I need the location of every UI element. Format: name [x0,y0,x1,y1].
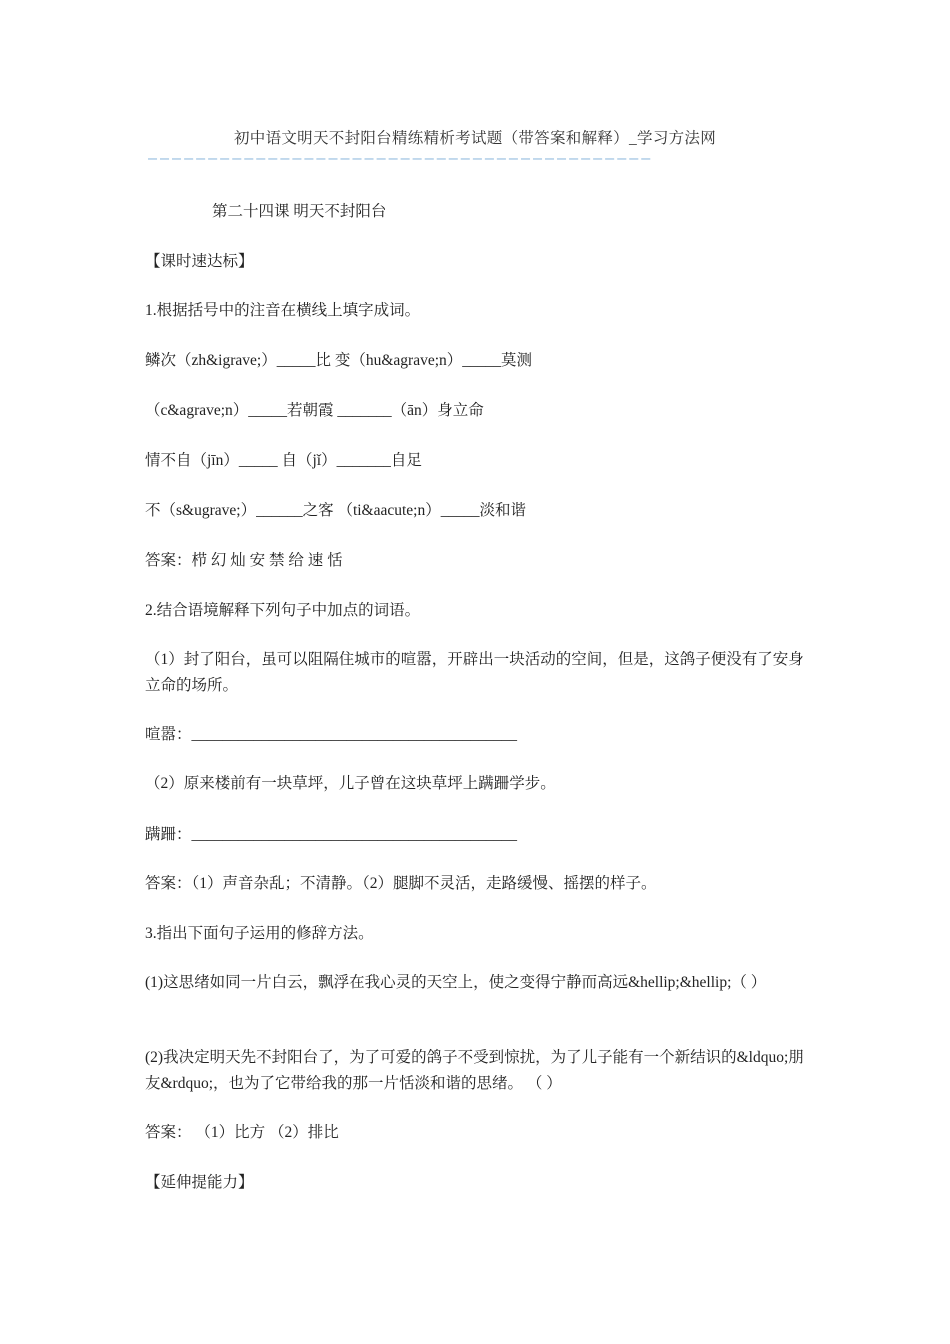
section-heading-quick: 【课时速达标】 [145,253,254,270]
question-2-prompt: 2.结合语境解释下列句子中加点的词语。 [145,602,421,619]
question-2-sentence-2: （2）原来楼前有一块草坪，儿子曾在这块草坪上蹒跚学步。 [145,775,556,792]
question-2-blank-1: 喧嚣：__________________________________________ [145,726,518,743]
question-2-answer: 答案：（1）声音杂乱；不清静。（2）腿脚不灵活，走路缓慢、摇摆的样子。 [145,875,657,892]
question-3-prompt: 3.指出下面句子运用的修辞方法。 [145,925,374,942]
question-1-row-3: 情不自（jīn）_____ 自（jǐ）_______自足 [145,452,422,469]
section-heading-extend: 【延伸提能力】 [145,1174,254,1191]
title-divider: —————————————————————————————————————————— [148,149,654,167]
question-1-row-4: 不（s&ugrave;）______之客 （ti&aacute;n）_____淡和谐 [145,502,526,519]
question-1-row-2: （c&agrave;n）_____若朝霞 _______（ān）身立命 [145,402,484,419]
question-2-blank-2: 蹒跚：__________________________________________ [145,826,518,843]
question-1-prompt: 1.根据括号中的注音在横线上填字成词。 [145,302,421,319]
lesson-title: 第二十四课 明天不封阳台 [212,203,387,220]
question-2-sentence-1: （1）封了阳台，虽可以阻隔住城市的喧嚣，开辟出一块活动的空间，但是，这鸽子便没有了安身立命的场所。 [145,651,804,694]
document-title: 初中语文明天不封阳台精练精析考试题（带答案和解释）_学习方法网 [233,130,717,147]
question-1-answer: 答案：栉 幻 灿 安 禁 给 速 恬 [145,552,343,569]
question-1-row-1: 鳞次（zh&igrave;）_____比 变（hu&agrave;n）_____莫测 [145,352,533,369]
question-3-answer: 答案： （1）比方 （2）排比 [145,1124,339,1141]
question-3-sentence-1: (1)这思绪如同一片白云，飘浮在我心灵的天空上，使之变得宁静而高远&hellip;&hellip;（ ） [145,974,767,991]
question-3-sentence-2: (2)我决定明天先不封阳台了，为了可爱的鸽子不受到惊扰，为了儿子能有一个新结识的&ldquo;朋友&rdquo;，也为了它带给我的那一片恬淡和谐的思绪。 （ ） [145,1049,804,1092]
